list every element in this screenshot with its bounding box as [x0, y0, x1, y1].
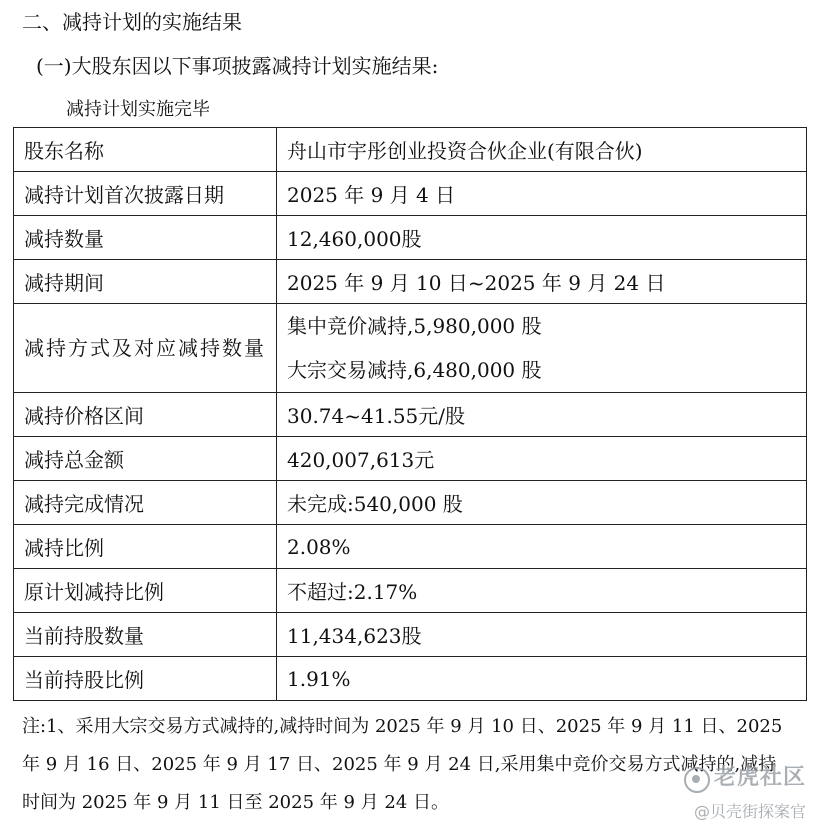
- row-value: 未完成:540,000 股: [277, 481, 807, 525]
- row-value: 12,460,000股: [277, 216, 807, 260]
- row-value: 2025 年 9 月 10 日~2025 年 9 月 24 日: [277, 260, 807, 304]
- table-row: [14, 128, 807, 172]
- row-value: 11,434,623股: [277, 613, 807, 657]
- table-row: [14, 437, 807, 481]
- row-value: 420,007,613元: [277, 437, 807, 481]
- section-heading: 二、减持计划的实施结果: [22, 10, 242, 34]
- row-label: 减持计划首次披露日期: [14, 172, 277, 216]
- watermark-brand-text: 老虎社区: [713, 765, 806, 790]
- value-line: 集中竞价减持,5,980,000 股: [287, 314, 542, 338]
- table-row: [14, 260, 807, 304]
- table-row: [14, 525, 807, 569]
- row-label: 当前持股数量: [14, 613, 277, 657]
- row-label: 股东名称: [14, 128, 277, 172]
- row-label: 减持比例: [14, 525, 277, 569]
- row-label: 减持完成情况: [14, 481, 277, 525]
- table-row: [14, 569, 807, 613]
- row-value: 不超过:2.17%: [277, 569, 807, 613]
- watermark: [684, 760, 806, 822]
- row-label: 当前持股比例: [14, 657, 277, 701]
- note-line: 注:1、采用大宗交易方式减持的,减持时间为 2025 年 9 月 10 日、2025 年 9 月 11 日、2025: [22, 716, 783, 737]
- table-row: [14, 172, 807, 216]
- row-value: 2025 年 9 月 4 日: [277, 172, 807, 216]
- table-row: [14, 304, 807, 393]
- watermark-brand: [684, 760, 806, 793]
- table-row: [14, 393, 807, 437]
- row-label: 减持期间: [14, 260, 277, 304]
- note-line: 时间为 2025 年 9 月 11 日至 2025 年 9 月 24 日。: [22, 792, 449, 813]
- reduction-results-table: [13, 127, 807, 701]
- row-label: 减持总金额: [14, 437, 277, 481]
- row-value: 1.91%: [277, 657, 807, 701]
- table-row: [14, 216, 807, 260]
- row-label: 原计划减持比例: [14, 569, 277, 613]
- value-line: 大宗交易减持,6,480,000 股: [287, 358, 542, 382]
- row-value: [277, 304, 807, 393]
- row-value: 2.08%: [277, 525, 807, 569]
- table-caption: 减持计划实施完毕: [66, 99, 210, 120]
- subsection-heading: (一)大股东因以下事项披露减持计划实施结果:: [36, 54, 439, 78]
- watermark-author: @贝壳街探案官: [693, 801, 806, 821]
- note-line: 年 9 月 16 日、2025 年 9 月 17 日、2025 年 9 月 24 日,采用集中竞价交易方式减持的,减持: [22, 754, 777, 775]
- row-value: 舟山市宇彤创业投资合伙企业(有限合伙): [277, 128, 807, 172]
- tiger-icon: [684, 767, 710, 793]
- row-value: 30.74~41.55元/股: [277, 393, 807, 437]
- table-note: [22, 708, 792, 822]
- table-row: [14, 657, 807, 701]
- row-label: 减持方式及对应减持数量: [14, 304, 277, 393]
- table-row: [14, 481, 807, 525]
- row-label: 减持数量: [14, 216, 277, 260]
- row-label: 减持价格区间: [14, 393, 277, 437]
- table-row: [14, 613, 807, 657]
